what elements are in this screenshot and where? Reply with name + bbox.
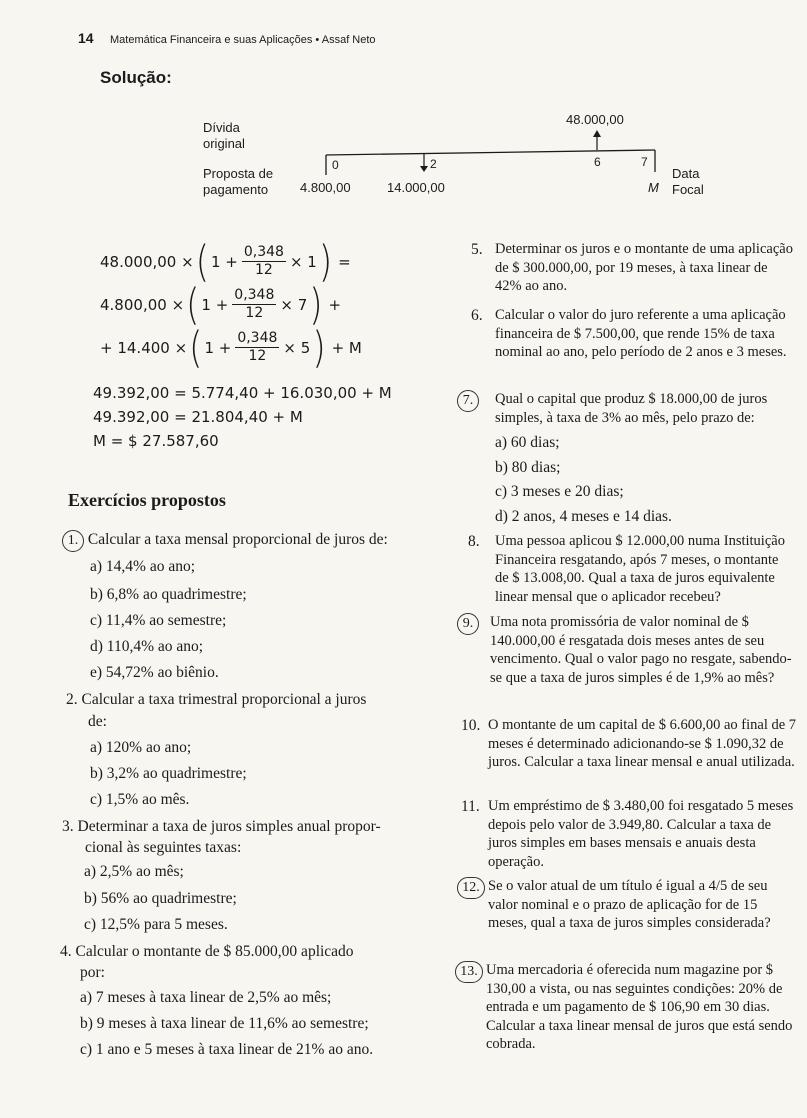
equation-line-5: 49.392,00 = 21.804,40 + M (93, 408, 303, 426)
exercise-1-number: 1. (62, 530, 84, 552)
exercise-3 (62, 817, 381, 836)
label-focal: Data Focal (672, 166, 704, 197)
exercise-8-number: 8. (468, 533, 480, 550)
running-head: Matemática Financeira e suas Aplicações • Assaf Neto (110, 34, 376, 46)
exercise-4-number: 4. (60, 943, 72, 960)
exercise-4-option: b) 9 meses à taxa linear de 11,6% ao semestre; (80, 1015, 369, 1032)
label-debt: Dívida original (203, 120, 245, 151)
exercise-7-option: d) 2 anos, 4 meses e 14 dias. (495, 508, 672, 525)
exercise-9-number: 9. (457, 613, 479, 635)
eq2-end: + (328, 295, 342, 314)
exercise-2-option: a) 120% ao ano; (90, 739, 192, 756)
exercise-7-option: a) 60 dias; (495, 434, 560, 451)
exercise-2-text: Calcular a taxa trimestral proporcional a juros (81, 691, 367, 708)
eq1-one: 1 + (210, 252, 238, 271)
exercise-2-text-cont: de: (88, 713, 107, 730)
tick-0: 0 (332, 158, 339, 172)
exercise-3-option: b) 56% ao quadrimestre; (84, 890, 237, 907)
exercise-7-option: c) 3 meses e 20 dias; (495, 483, 624, 500)
section-title: Exercícios propostos (68, 490, 226, 510)
exercise-1-option: a) 14,4% ao ano; (90, 558, 196, 575)
exercise-5-text: Determinar os juros e o montante de uma aplicação de $ 300.000,00, por 19 meses, à taxa linear de 42% ao ano. (495, 241, 793, 294)
eq3-one: 1 + (204, 338, 232, 357)
eq1-fraction: $\frac{0,348}{12}$ (243, 244, 284, 278)
top-value: 48.000,00 (566, 112, 624, 127)
exercise-10-text: O montante de um capital de $ 6.600,00 ao final de 7 meses é determinado adicionando-se $ 1.090,32 de juros. Calcular a taxa linear mensal e anual utilizada. (488, 717, 797, 770)
tick-6: 6 (594, 155, 601, 169)
exercise-2-number: 2. (66, 691, 78, 708)
bottom-m: M (648, 180, 659, 195)
top-value-arrowhead (593, 130, 601, 137)
exercise-4-text-cont: por: (80, 964, 105, 981)
eq3-end: + M (331, 338, 362, 357)
bottom-value-0: 4.800,00 (300, 180, 351, 195)
equation-line-6: M = $ 27.587,60 (93, 432, 219, 450)
exercise-3-option: a) 2,5% ao mês; (84, 863, 184, 880)
exercise-1-option: c) 11,4% ao semestre; (90, 612, 227, 629)
equation-line-3: + 14.400 × ( 1 + $\frac{0,348}{12}$ × 5 ) + M (100, 322, 362, 373)
tick-7: 7 (641, 155, 648, 169)
page-number: 14 (78, 30, 94, 46)
exercise-6-number: 6. (471, 307, 483, 324)
exercise-3-option: c) 12,5% para 5 meses. (84, 916, 228, 933)
exercise-13-text: Uma mercadoria é oferecida num magazine por $ 130,00 a vista, ou nas seguintes condições: 20% de entrada e um pagamento de $ 106,90 em 30 dias. Calcular a taxa linear mensal de juros que está sendo cobrada. (486, 962, 793, 1052)
exercise-11-number: 11. (461, 798, 480, 815)
tick-2: 2 (430, 157, 437, 171)
equation-line-4: 49.392,00 = 5.774,40 + 16.030,00 + M (93, 384, 392, 402)
exercise-7-text: Qual o capital que produz $ 18.000,00 de juros simples, à taxa de 3% ao mês, pelo prazo de: (495, 391, 768, 426)
eq1-tail: × 1 (289, 252, 317, 271)
exercise-3-number: 3. (62, 818, 74, 835)
exercise-4-text: Calcular o montante de $ 85.000,00 aplicado (75, 943, 354, 960)
eq2-fraction: $\frac{0,348}{12}$ (234, 287, 275, 321)
exercise-1-text: Calcular a taxa mensal proporcional de juros de: (87, 531, 388, 548)
exercise-13-number: 13. (455, 961, 483, 983)
exercise-7-option: b) 80 dias; (495, 459, 561, 476)
exercise-12-text: Se o valor atual de um título é igual a 4/5 de seu valor nominal e o prazo de aplicação for de 15 meses, qual a taxa de juros simples considerada? (488, 878, 771, 931)
exercise-1 (62, 530, 388, 552)
exercise-1-option: e) 54,72% ao biênio. (90, 664, 219, 681)
tick-2-arrowhead (420, 166, 428, 172)
exercise-3-text-cont: cional às seguintes taxas: (85, 839, 242, 856)
eq1-lead: 48.000,00 × (100, 252, 194, 271)
solution-label: Solução: (100, 68, 172, 87)
exercise-1-option: b) 6,8% ao quadrimestre; (90, 586, 247, 603)
exercise-3-text: Determinar a taxa de juros simples anual propor- (77, 818, 381, 835)
exercise-5-number: 5. (471, 241, 483, 258)
exercise-2-option: c) 1,5% ao mês. (90, 791, 190, 808)
eq3-lead: + 14.400 × (100, 338, 188, 357)
exercise-4-option: c) 1 ano e 5 meses à taxa linear de 21% ao ano. (80, 1041, 374, 1058)
label-proposal: Proposta de pagamento (203, 166, 274, 197)
exercise-7-number: 7. (457, 390, 479, 412)
exercise-1-option: d) 110,4% ao ano; (90, 638, 204, 655)
exercise-6-text: Calcular o valor do juro referente a uma aplicação financeira de $ 7.500,00, que rende 15% de taxa nominal ao ano, pelo período de 2 anos e 3 meses. (495, 307, 787, 360)
exercise-2 (66, 690, 366, 709)
eq2-one: 1 + (201, 295, 229, 314)
eq2-lead: 4.800,00 × (100, 295, 185, 314)
eq3-tail: × 5 (283, 338, 311, 357)
eq1-end: = (338, 252, 351, 271)
exercise-8-text: Uma pessoa aplicou $ 12.000,00 numa Instituição Financeira resgatando, após 7 meses, o montante de $ 13.008,00. Qual a taxa de juros equivalente linear mensal que o aplicador recebeu? (495, 533, 785, 605)
exercise-4-option: a) 7 meses à taxa linear de 2,5% ao mês; (80, 989, 332, 1006)
eq3-fraction: $\frac{0,348}{12}$ (237, 330, 278, 364)
exercise-10-number: 10. (461, 717, 481, 734)
equation-line-2: 4.800,00 × ( 1 + $\frac{0,348}{12}$ × 7 ) + (100, 279, 342, 330)
exercise-2-option: b) 3,2% ao quadrimestre; (90, 765, 247, 782)
exercise-12-number: 12. (457, 877, 485, 899)
bottom-value-2: 14.000,00 (387, 180, 445, 195)
exercise-11-text: Um empréstimo de $ 3.480,00 foi resgatado 5 meses depois pelo valor de 3.949,80. Calcular a taxa de juros simples em bases mensais e anuais desta operação. (488, 798, 794, 870)
exercise-4 (60, 942, 354, 961)
eq2-tail: × 7 (280, 295, 308, 314)
equation-line-1: 48.000,00 × ( 1 + $\frac{0,348}{12}$ × 1 ) = (100, 236, 351, 287)
timeline-axis (326, 150, 655, 155)
exercise-9-text: Uma nota promissória de valor nominal de $ 140.000,00 é resgatada dois meses antes de seu vencimento. Qual o valor pago no resgate, sabendo-se que a taxa de juros simples é de 1,9% ao mês? (490, 614, 792, 686)
